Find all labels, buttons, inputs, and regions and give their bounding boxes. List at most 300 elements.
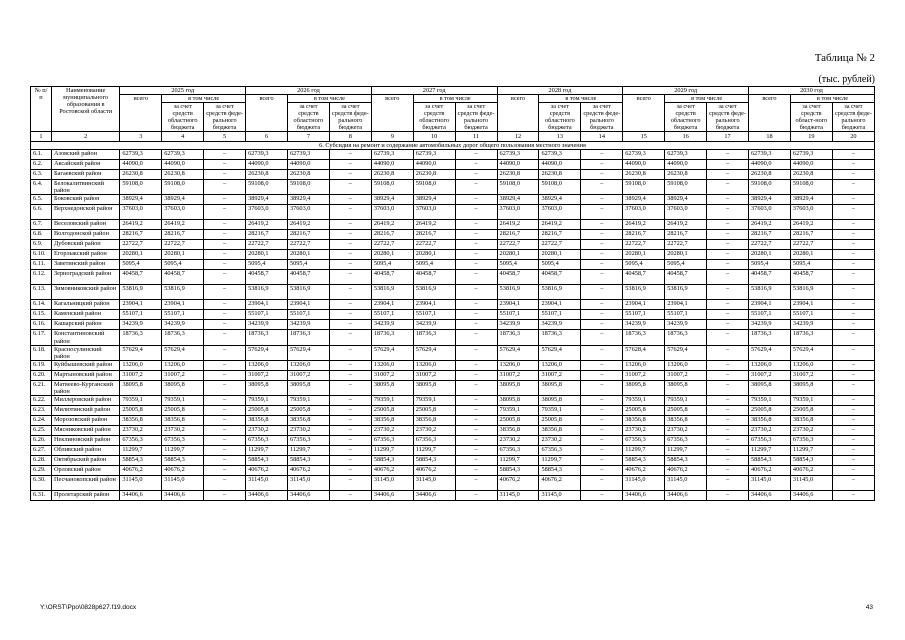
value-cell: 28216,7 xyxy=(120,230,162,240)
value-cell: 79359,1 xyxy=(539,405,581,415)
value-cell: 18736,3 xyxy=(287,330,329,345)
value-cell: 26230,8 xyxy=(120,170,162,180)
column-number: 1 xyxy=(31,132,52,142)
value-cell: – xyxy=(581,260,623,270)
value-cell: 26230,8 xyxy=(413,170,455,180)
row-number: 6.4. xyxy=(31,180,52,195)
value-cell: – xyxy=(204,180,246,195)
value-cell: 38929,4 xyxy=(497,195,539,205)
value-cell: 62739,3 xyxy=(665,150,707,160)
value-cell: 5095,4 xyxy=(246,260,288,270)
value-cell: – xyxy=(832,160,874,170)
value-cell: 18736,3 xyxy=(162,330,204,345)
value-cell: – xyxy=(707,220,749,230)
value-cell: 38095,8 xyxy=(749,380,791,395)
value-cell: – xyxy=(329,205,371,220)
district-name: Веселовский район xyxy=(51,220,119,230)
column-number: 12 xyxy=(497,132,539,142)
section-title: 6. Субсидия на ремонт и содержание автомобильных дорог общего пользования местного значения xyxy=(31,142,875,150)
value-cell: – xyxy=(581,160,623,170)
row-number: 6.22. xyxy=(31,395,52,405)
value-cell: 25005,8 xyxy=(371,405,413,415)
value-cell: 23730,2 xyxy=(287,425,329,435)
table-row xyxy=(31,435,875,445)
value-cell: 5095,4 xyxy=(371,260,413,270)
value-cell: 55107,1 xyxy=(413,310,455,320)
value-cell: 37603,0 xyxy=(413,205,455,220)
value-cell: – xyxy=(832,360,874,370)
value-cell: – xyxy=(204,205,246,220)
value-cell: 26230,8 xyxy=(497,170,539,180)
value-cell: 79359,1 xyxy=(623,395,665,405)
value-cell: – xyxy=(455,220,497,230)
value-cell: 44090,0 xyxy=(371,160,413,170)
header-total: всего xyxy=(623,95,665,132)
value-cell: 40676,2 xyxy=(623,465,665,475)
value-cell: 26419,2 xyxy=(120,220,162,230)
column-number: 18 xyxy=(749,132,791,142)
value-cell: 28216,7 xyxy=(539,230,581,240)
header-incl: в том числе xyxy=(665,95,749,103)
value-cell: – xyxy=(707,425,749,435)
value-cell: 31145,0 xyxy=(497,490,539,500)
value-cell: – xyxy=(707,465,749,475)
value-cell: 67356,3 xyxy=(623,435,665,445)
value-cell: – xyxy=(707,455,749,465)
value-cell: 22722,7 xyxy=(287,240,329,250)
value-cell: 34406,6 xyxy=(287,490,329,500)
table-row xyxy=(31,195,875,205)
value-cell: 37603,0 xyxy=(246,205,288,220)
value-cell: – xyxy=(832,180,874,195)
value-cell: 5095,4 xyxy=(287,260,329,270)
value-cell: 34406,6 xyxy=(749,490,791,500)
value-cell: – xyxy=(707,260,749,270)
row-number: 6.27. xyxy=(31,445,52,455)
value-cell: 37603,0 xyxy=(749,205,791,220)
table-row xyxy=(31,465,875,475)
value-cell: 53816,9 xyxy=(162,285,204,300)
value-cell: 34239,9 xyxy=(623,320,665,330)
value-cell: 57629,4 xyxy=(749,345,791,360)
row-number: 6.31. xyxy=(31,490,52,500)
value-cell: 20280,1 xyxy=(246,250,288,260)
value-cell: 57629,4 xyxy=(539,345,581,360)
value-cell: 31007,2 xyxy=(539,370,581,380)
value-cell: 31007,2 xyxy=(371,370,413,380)
value-cell: 58854,3 xyxy=(371,455,413,465)
value-cell: – xyxy=(204,395,246,405)
column-number: 13 xyxy=(539,132,581,142)
value-cell: 20280,1 xyxy=(539,250,581,260)
value-cell: – xyxy=(707,285,749,300)
value-cell: 40458,7 xyxy=(497,270,539,285)
value-cell: – xyxy=(707,180,749,195)
value-cell: – xyxy=(204,380,246,395)
value-cell: 44090,0 xyxy=(665,160,707,170)
value-cell: – xyxy=(329,270,371,285)
value-cell: – xyxy=(455,310,497,320)
value-cell: – xyxy=(455,205,497,220)
value-cell: 34406,6 xyxy=(120,490,162,500)
value-cell: – xyxy=(581,445,623,455)
value-cell: – xyxy=(455,380,497,395)
value-cell: – xyxy=(329,475,371,490)
header-incl: в том числе xyxy=(287,95,371,103)
value-cell: 28216,7 xyxy=(287,230,329,240)
value-cell: 31145,0 xyxy=(162,475,204,490)
header-year-2026: 2026 год xyxy=(246,87,372,95)
value-cell: – xyxy=(329,435,371,445)
table-row xyxy=(31,160,875,170)
value-cell: – xyxy=(707,405,749,415)
value-cell: 28216,7 xyxy=(497,230,539,240)
value-cell: 55107,1 xyxy=(665,310,707,320)
value-cell: 31007,2 xyxy=(413,370,455,380)
value-cell: 25005,8 xyxy=(246,405,288,415)
value-cell: 58854,3 xyxy=(413,455,455,465)
value-cell: 22722,7 xyxy=(497,240,539,250)
value-cell: 26230,8 xyxy=(539,170,581,180)
value-cell: 13206,0 xyxy=(120,360,162,370)
value-cell: 38356,8 xyxy=(539,425,581,435)
district-name: Миллеровский район xyxy=(51,395,119,405)
value-cell: 25005,8 xyxy=(162,405,204,415)
value-cell: 11299,7 xyxy=(120,445,162,455)
value-cell: 38095,8 xyxy=(497,380,539,395)
value-cell: – xyxy=(707,310,749,320)
value-cell: 23904,1 xyxy=(120,300,162,310)
value-cell: 34406,6 xyxy=(162,490,204,500)
value-cell: 26230,8 xyxy=(246,170,288,180)
value-cell: – xyxy=(832,435,874,445)
district-name: Песчанокопский район xyxy=(51,475,119,490)
value-cell: 53816,9 xyxy=(413,285,455,300)
value-cell: 25005,8 xyxy=(749,405,791,415)
value-cell: – xyxy=(204,310,246,320)
header-oblast: за счет средств областного бюджета xyxy=(287,103,329,132)
value-cell: – xyxy=(581,180,623,195)
value-cell: – xyxy=(581,285,623,300)
value-cell: – xyxy=(329,465,371,475)
row-number: 6.14. xyxy=(31,300,52,310)
value-cell: – xyxy=(329,320,371,330)
header-oblast: за счет средств областного бюджета xyxy=(413,103,455,132)
value-cell: – xyxy=(707,205,749,220)
row-number: 6.29. xyxy=(31,465,52,475)
value-cell: 34406,6 xyxy=(246,490,288,500)
value-cell: 57629,4 xyxy=(371,345,413,360)
value-cell: – xyxy=(329,285,371,300)
header-oblast: за счет средств областного бюджета xyxy=(162,103,204,132)
value-cell: 31007,2 xyxy=(162,370,204,380)
value-cell: 79359,1 xyxy=(287,395,329,405)
value-cell: 22722,7 xyxy=(162,240,204,250)
value-cell: – xyxy=(329,360,371,370)
header-year-2027: 2027 год xyxy=(371,87,497,95)
value-cell: – xyxy=(329,405,371,415)
value-cell: – xyxy=(329,445,371,455)
value-cell: 67356,3 xyxy=(162,435,204,445)
value-cell: 67356,3 xyxy=(120,435,162,445)
value-cell: 79359,1 xyxy=(665,395,707,405)
value-cell: 23730,2 xyxy=(749,425,791,435)
row-number: 6.15. xyxy=(31,310,52,320)
value-cell: 34406,6 xyxy=(413,490,455,500)
value-cell: 34239,9 xyxy=(539,320,581,330)
value-cell: – xyxy=(204,405,246,415)
header-oblast: за счет средств областного бюджета xyxy=(665,103,707,132)
value-cell: – xyxy=(832,405,874,415)
subsidy-table xyxy=(30,86,875,501)
value-cell: 38929,4 xyxy=(665,195,707,205)
value-cell: 67356,3 xyxy=(539,445,581,455)
column-number: 14 xyxy=(581,132,623,142)
value-cell: 79359,1 xyxy=(371,395,413,405)
value-cell: – xyxy=(455,370,497,380)
district-name: Зимовниковский район xyxy=(51,285,119,300)
value-cell: – xyxy=(581,220,623,230)
value-cell: 37603,0 xyxy=(665,205,707,220)
value-cell: 79359,1 xyxy=(749,395,791,405)
header-year-2028: 2028 год xyxy=(497,87,623,95)
value-cell: – xyxy=(455,330,497,345)
value-cell: – xyxy=(581,435,623,445)
district-name: Кагальницкий район xyxy=(51,300,119,310)
value-cell: 5095,4 xyxy=(497,260,539,270)
value-cell: 37603,0 xyxy=(497,205,539,220)
value-cell: – xyxy=(832,320,874,330)
column-number: 11 xyxy=(455,132,497,142)
value-cell: – xyxy=(581,360,623,370)
value-cell: 13206,0 xyxy=(665,360,707,370)
value-cell: 31007,2 xyxy=(246,370,288,380)
value-cell: – xyxy=(581,490,623,500)
value-cell: 38356,8 xyxy=(246,415,288,425)
value-cell: 28216,7 xyxy=(623,230,665,240)
value-cell: – xyxy=(832,330,874,345)
value-cell: 37603,0 xyxy=(120,205,162,220)
value-cell: 40676,2 xyxy=(287,465,329,475)
value-cell: 79359,1 xyxy=(790,395,832,405)
table-row xyxy=(31,250,875,260)
value-cell: – xyxy=(581,455,623,465)
row-number: 6.20. xyxy=(31,370,52,380)
table-row xyxy=(31,310,875,320)
value-cell: 37603,0 xyxy=(539,205,581,220)
value-cell: – xyxy=(204,455,246,465)
row-number: 6.28. xyxy=(31,455,52,465)
value-cell: – xyxy=(455,150,497,160)
value-cell: 23904,1 xyxy=(371,300,413,310)
value-cell: 40676,2 xyxy=(246,465,288,475)
value-cell: 23730,2 xyxy=(539,435,581,445)
value-cell: – xyxy=(707,395,749,405)
header-federal: за счет средств феде-рального бюджета xyxy=(707,103,749,132)
district-name: Аксайский район xyxy=(51,160,119,170)
table-row xyxy=(31,405,875,415)
value-cell: 38095,8 xyxy=(665,380,707,395)
value-cell: – xyxy=(329,370,371,380)
district-name: Азовский район xyxy=(51,150,119,160)
value-cell: – xyxy=(455,415,497,425)
value-cell: – xyxy=(455,285,497,300)
value-cell: 26419,2 xyxy=(413,220,455,230)
column-number: 4 xyxy=(162,132,204,142)
table-row xyxy=(31,345,875,360)
value-cell: 38356,8 xyxy=(623,415,665,425)
table-row xyxy=(31,170,875,180)
value-cell: – xyxy=(707,150,749,160)
value-cell: – xyxy=(204,240,246,250)
value-cell: 28216,7 xyxy=(246,230,288,240)
value-cell: 40458,7 xyxy=(162,270,204,285)
value-cell: – xyxy=(329,395,371,405)
value-cell: – xyxy=(832,220,874,230)
value-cell: – xyxy=(832,270,874,285)
value-cell: – xyxy=(832,455,874,465)
column-number: 9 xyxy=(371,132,413,142)
value-cell: 34239,9 xyxy=(790,320,832,330)
column-number: 20 xyxy=(832,132,874,142)
value-cell: 26419,2 xyxy=(623,220,665,230)
value-cell: 31145,0 xyxy=(371,475,413,490)
district-name: Милютинский район xyxy=(51,405,119,415)
value-cell: 67356,3 xyxy=(497,445,539,455)
value-cell: – xyxy=(455,260,497,270)
column-number: 2 xyxy=(51,132,119,142)
column-number: 17 xyxy=(707,132,749,142)
value-cell: 55107,1 xyxy=(246,310,288,320)
value-cell: 28216,7 xyxy=(665,230,707,240)
table-row xyxy=(31,150,875,160)
value-cell: 23730,2 xyxy=(120,425,162,435)
value-cell: – xyxy=(329,160,371,170)
value-cell: 18736,3 xyxy=(749,330,791,345)
value-cell: 38095,8 xyxy=(413,380,455,395)
header-year-2030: 2030 год xyxy=(749,87,875,95)
value-cell: 62739,3 xyxy=(539,150,581,160)
value-cell: 44090,0 xyxy=(162,160,204,170)
value-cell: 28216,7 xyxy=(162,230,204,240)
value-cell: 23730,2 xyxy=(497,435,539,445)
value-cell: – xyxy=(832,205,874,220)
value-cell: – xyxy=(581,230,623,240)
value-cell: – xyxy=(832,285,874,300)
value-cell: – xyxy=(204,150,246,160)
value-cell: 38356,8 xyxy=(413,415,455,425)
value-cell: – xyxy=(204,435,246,445)
value-cell: – xyxy=(204,250,246,260)
row-number: 6.7. xyxy=(31,220,52,230)
value-cell: 38095,8 xyxy=(162,380,204,395)
header-federal: за счет средств феде-рального бюджета xyxy=(581,103,623,132)
table-row xyxy=(31,370,875,380)
value-cell: – xyxy=(204,370,246,380)
value-cell: 31145,0 xyxy=(749,475,791,490)
table-title: Таблица № 2 xyxy=(814,52,875,64)
value-cell: 31145,0 xyxy=(665,475,707,490)
value-cell: 20280,1 xyxy=(371,250,413,260)
value-cell: 55107,1 xyxy=(539,310,581,320)
value-cell: 23904,1 xyxy=(246,300,288,310)
value-cell: – xyxy=(832,195,874,205)
value-cell: 58854,3 xyxy=(539,465,581,475)
value-cell: 38929,4 xyxy=(246,195,288,205)
value-cell: 62739,3 xyxy=(162,150,204,160)
value-cell: 34239,9 xyxy=(749,320,791,330)
value-cell: – xyxy=(581,425,623,435)
value-cell: 59108,0 xyxy=(287,180,329,195)
value-cell: 59108,0 xyxy=(665,180,707,195)
table-row xyxy=(31,300,875,310)
value-cell: – xyxy=(204,475,246,490)
value-cell: – xyxy=(832,445,874,455)
value-cell: 62739,3 xyxy=(287,150,329,160)
value-cell: 18736,3 xyxy=(497,330,539,345)
value-cell: – xyxy=(329,260,371,270)
table-body xyxy=(31,150,875,500)
value-cell: – xyxy=(707,345,749,360)
value-cell: – xyxy=(832,240,874,250)
row-number: 6.1. xyxy=(31,150,52,160)
value-cell: – xyxy=(581,320,623,330)
district-name: Октябрьский район xyxy=(51,455,119,465)
value-cell: 53816,9 xyxy=(665,285,707,300)
header-incl: в том числе xyxy=(162,95,246,103)
value-cell: – xyxy=(329,150,371,160)
value-cell: 58854,3 xyxy=(497,465,539,475)
value-cell: 31007,2 xyxy=(665,370,707,380)
value-cell: – xyxy=(329,240,371,250)
value-cell: – xyxy=(204,445,246,455)
value-cell: 22722,7 xyxy=(246,240,288,250)
value-cell: 67356,3 xyxy=(371,435,413,445)
value-cell: – xyxy=(204,260,246,270)
value-cell: 44090,0 xyxy=(623,160,665,170)
value-cell: 53816,9 xyxy=(749,285,791,300)
value-cell: – xyxy=(329,250,371,260)
value-cell: – xyxy=(455,270,497,285)
value-cell: 11299,7 xyxy=(287,445,329,455)
value-cell: 20280,1 xyxy=(497,250,539,260)
value-cell: 31007,2 xyxy=(287,370,329,380)
district-name: Красносулинский район xyxy=(51,345,119,360)
value-cell: – xyxy=(832,345,874,360)
value-cell: – xyxy=(455,465,497,475)
value-cell: 22722,7 xyxy=(749,240,791,250)
value-cell: 25005,8 xyxy=(120,405,162,415)
value-cell: – xyxy=(455,250,497,260)
value-cell: 5095,4 xyxy=(120,260,162,270)
value-cell: – xyxy=(455,300,497,310)
header-year-2029: 2029 год xyxy=(623,87,749,95)
value-cell: 25005,8 xyxy=(497,415,539,425)
table-row xyxy=(31,475,875,490)
value-cell: – xyxy=(581,205,623,220)
value-cell: 62739,3 xyxy=(246,150,288,160)
value-cell: 5095,4 xyxy=(413,260,455,270)
row-number: 6.19. xyxy=(31,360,52,370)
row-number: 6.30. xyxy=(31,475,52,490)
value-cell: – xyxy=(204,320,246,330)
value-cell: 59108,0 xyxy=(246,180,288,195)
value-cell: 26419,2 xyxy=(371,220,413,230)
value-cell: 13206,0 xyxy=(497,360,539,370)
value-cell: 40458,7 xyxy=(287,270,329,285)
value-cell: 40676,2 xyxy=(371,465,413,475)
value-cell: 26419,2 xyxy=(287,220,329,230)
